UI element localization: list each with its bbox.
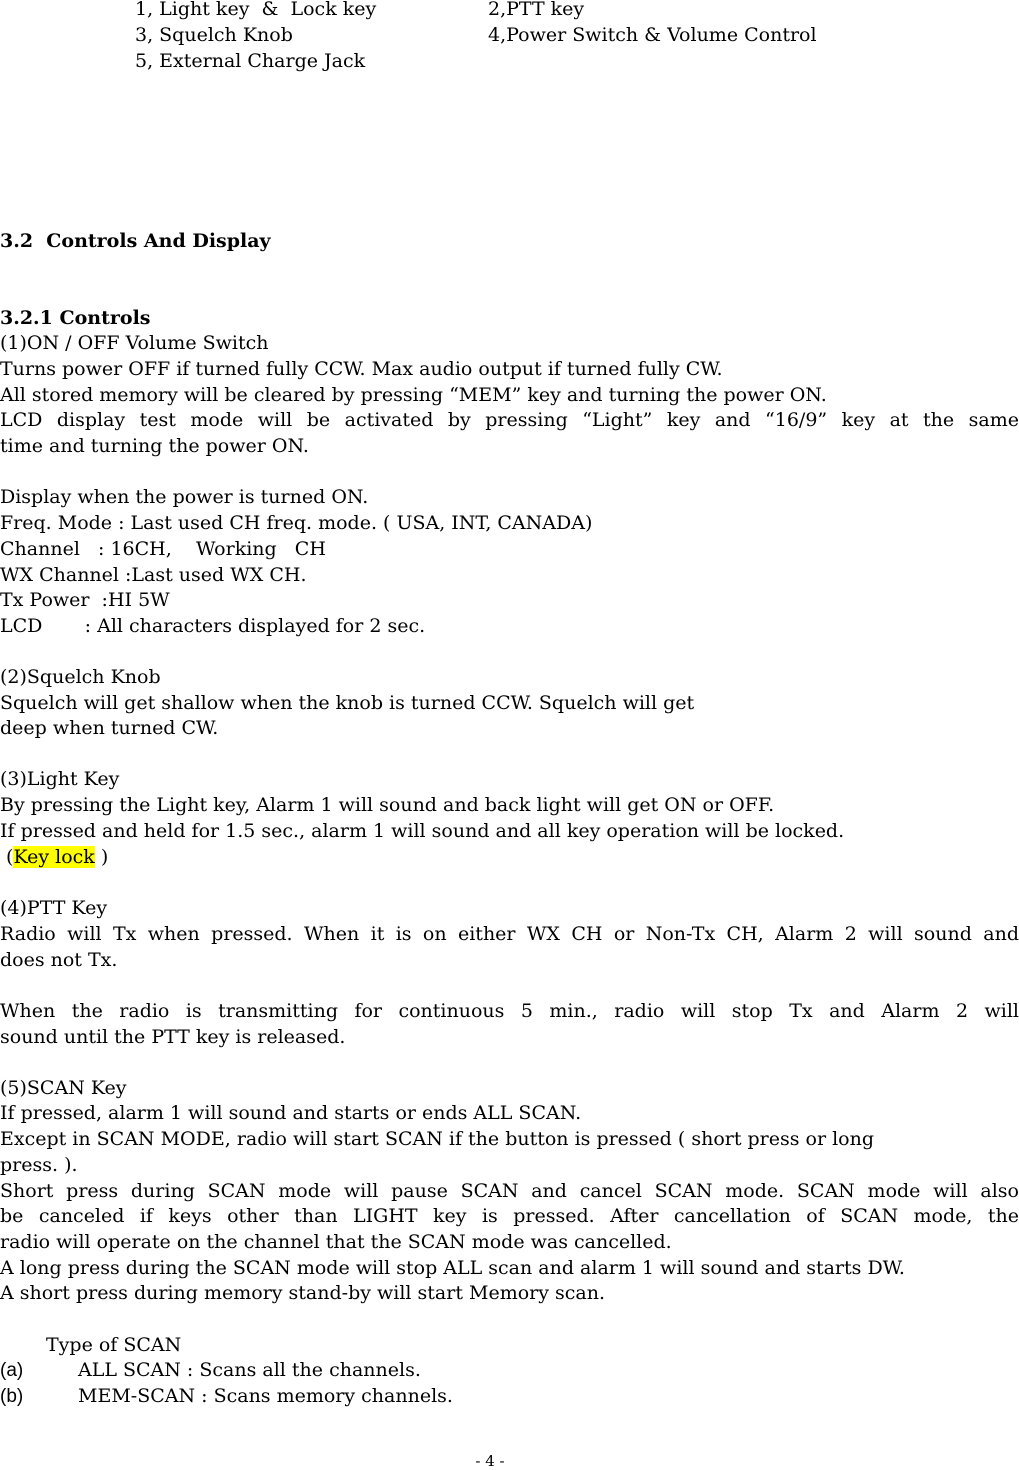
- squelch-line-1: Squelch will get shallow when the knob is turned CCW. Squelch will get: [0, 692, 695, 714]
- ptt-title: (4)PTT Key: [0, 897, 108, 919]
- keylock-close: ): [94, 846, 109, 868]
- ptt-line-4: sound until the PTT key is released.: [0, 1026, 346, 1048]
- keylock-note: [0, 844, 108, 870]
- part-3-label: 3, Squelch Knob: [135, 24, 293, 46]
- display-lcd: LCD : All characters displayed for 2 sec.: [0, 615, 426, 637]
- scan-type-b-label: (b): [0, 1386, 24, 1407]
- ptt-line-1: Radio will Tx when pressed. When it is on either WX CH or Non-Tx CH, Alarm 2 will sound and: [0, 923, 1019, 945]
- section-heading: 3.2 Controls And Display: [0, 230, 271, 252]
- onoff-line-2: All stored memory will be cleared by pressing “MEM” key and turning the power ON.: [0, 384, 827, 406]
- scan-line-3: press. ).: [0, 1154, 78, 1176]
- light-line-1: By pressing the Light key, Alarm 1 will sound and back light will get ON or OFF.: [0, 794, 775, 816]
- scan-types-title: Type of SCAN: [46, 1334, 182, 1356]
- scan-line-6: radio will operate on the channel that the SCAN mode was cancelled.: [0, 1231, 672, 1253]
- scan-title: (5)SCAN Key: [0, 1077, 127, 1099]
- part-5-label: 5, External Charge Jack: [135, 50, 366, 72]
- display-freq: Freq. Mode : Last used CH freq. mode. ( USA, INT, CANADA): [0, 512, 593, 534]
- onoff-line-4: time and turning the power ON.: [0, 435, 309, 457]
- scan-type-a-label: (a): [0, 1360, 24, 1381]
- keylock-open: (: [0, 846, 14, 868]
- scan-line-8: A short press during memory stand-by will start Memory scan.: [0, 1282, 606, 1304]
- onoff-title: (1)ON / OFF Volume Switch: [0, 332, 269, 354]
- part-4-label: 4,Power Switch & Volume Control: [488, 24, 817, 46]
- squelch-title: (2)Squelch Knob: [0, 666, 161, 688]
- scan-type-b-text: MEM-SCAN : Scans memory channels.: [78, 1385, 453, 1407]
- ptt-line-2: does not Tx.: [0, 949, 118, 971]
- scan-line-4: Short press during SCAN mode will pause SCAN and cancel SCAN mode. SCAN mode will also: [0, 1180, 1019, 1202]
- scan-line-7: A long press during the SCAN mode will stop ALL scan and alarm 1 will sound and starts DW.: [0, 1257, 905, 1279]
- scan-type-b: [0, 1383, 453, 1410]
- subsection-heading: 3.2.1 Controls: [0, 307, 151, 329]
- light-title: (3)Light Key: [0, 768, 120, 790]
- display-tx: Tx Power :HI 5W: [0, 589, 170, 611]
- scan-type-a-text: ALL SCAN : Scans all the channels.: [78, 1359, 421, 1381]
- part-2-label: 2,PTT key: [488, 0, 585, 20]
- onoff-line-3: LCD display test mode will be activated by pressing “Light” key and “16/9” key at the same: [0, 409, 1019, 431]
- keylock-highlight: Key lock: [13, 846, 95, 868]
- ptt-line-3: When the radio is transmitting for continuous 5 min., radio will stop Tx and Alarm 2 will: [0, 1000, 1019, 1022]
- display-wx: WX Channel :Last used WX CH.: [0, 564, 307, 586]
- squelch-line-2: deep when turned CW.: [0, 717, 219, 739]
- display-channel: Channel : 16CH, Working CH: [0, 538, 326, 560]
- display-intro: Display when the power is turned ON.: [0, 486, 369, 508]
- onoff-line-1: Turns power OFF if turned fully CCW. Max audio output if turned fully CW.: [0, 358, 723, 380]
- part-1-label: 1, Light key & Lock key: [135, 0, 377, 20]
- scan-line-1: If pressed, alarm 1 will sound and starts or ends ALL SCAN.: [0, 1102, 582, 1124]
- scan-line-5: be canceled if keys other than LIGHT key is pressed. After cancellation of SCAN mode, the: [0, 1205, 1019, 1227]
- scan-line-2: Except in SCAN MODE, radio will start SCAN if the button is pressed ( short press or long: [0, 1128, 875, 1150]
- page-number: - 4 -: [475, 1452, 505, 1470]
- light-line-2: If pressed and held for 1.5 sec., alarm 1 will sound and all key operation will be locked.: [0, 820, 845, 842]
- scan-type-a: [0, 1357, 421, 1384]
